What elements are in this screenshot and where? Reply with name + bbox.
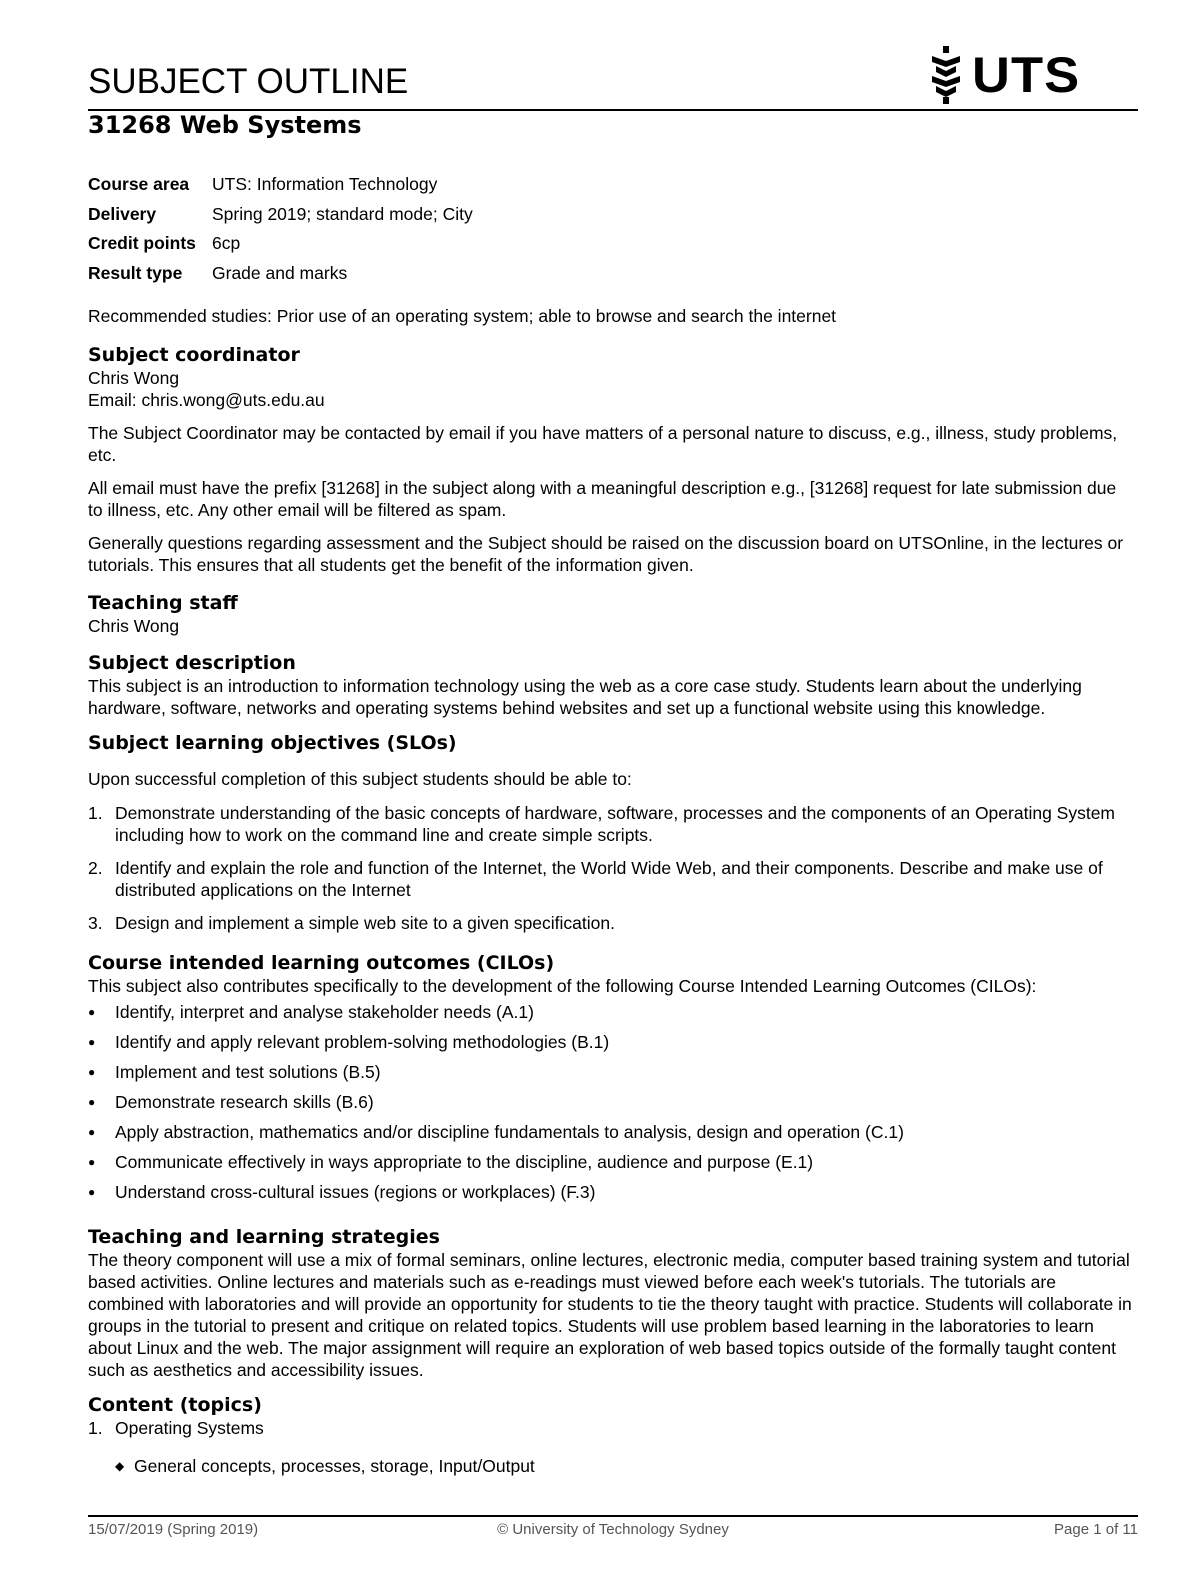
list-text: Identify and explain the role and function of the Internet, the World Wide Web, and their components. Describe and make use of distributed applications on the Internet <box>115 858 1103 900</box>
list-text: Design and implement a simple web site to a given specification. <box>115 913 615 933</box>
list-text: Understand cross-cultural issues (regions or workplaces) (F.3) <box>115 1182 596 1202</box>
strategies-text: The theory component will use a mix of formal seminars, online lectures, electronic media, computer based training system and tutorial based activities. Online lectures and materials such as e-readings must viewed before each week's tutorials. The tutorials are combined with laboratories and will provide an opportunity for students to tie the theory taught with practice. Students will collaborate in groups in the tutorial to present and critique on related topics. Students will use problem based learning in the laboratories to learn about Linux and the web. The major assignment will require an exploration of web based topics outside of the formally taught content such as aesthetics and accessibility issues. <box>88 1250 1132 1380</box>
list-number: 2. <box>88 858 103 878</box>
document-body <box>88 305 1133 1477</box>
meta-value: 6cp <box>212 233 241 254</box>
uts-logo-text: UTS <box>972 47 1081 103</box>
meta-row-result-type <box>88 259 473 289</box>
teaching-staff-name: Chris Wong <box>88 616 180 636</box>
section-heading-slos: Subject learning objectives (SLOs) <box>88 732 457 754</box>
footer-date: 15/07/2019 (Spring 2019) <box>88 1521 259 1538</box>
section-heading-content: Content (topics) <box>88 1394 262 1416</box>
list-text: Identify, interpret and analyse stakeholder needs (A.1) <box>115 1002 534 1022</box>
meta-row-delivery <box>88 200 473 230</box>
list-text: Demonstrate understanding of the basic concepts of hardware, software, processes and the components of an Operating System including how to work on the command line and create simple scripts. <box>115 803 1116 845</box>
slo-list <box>88 802 1133 934</box>
cilo-list <box>88 997 1133 1207</box>
bullet-icon: ● <box>88 1125 96 1139</box>
section-heading-coordinator: Subject coordinator <box>88 344 300 366</box>
paragraph: The Subject Coordinator may be contacted by email if you have matters of a personal nature to discuss, e.g., illness, study problems, etc. <box>88 423 1118 465</box>
list-item <box>88 1087 1133 1117</box>
list-text: Demonstrate research skills (B.6) <box>115 1092 374 1112</box>
list-item <box>88 802 1133 846</box>
list-item <box>88 997 1133 1027</box>
list-item <box>88 1057 1133 1087</box>
paragraph: All email must have the prefix [31268] in the subject along with a meaningful description e.g., [31268] request for late submission due to illness, etc. Any other email will be filtered as spam. <box>88 478 1117 520</box>
list-item <box>88 1027 1133 1057</box>
subtopic-item <box>115 1455 1133 1477</box>
coordinator-email: Email: chris.wong@uts.edu.au <box>88 390 325 410</box>
footer-copyright: © University of Technology Sydney <box>497 1521 729 1538</box>
bullet-icon: ● <box>88 1065 96 1079</box>
document-title: SUBJECT OUTLINE <box>88 62 409 101</box>
meta-label: Credit points <box>88 233 196 254</box>
cilos-intro: This subject also contributes specifically to the development of the following Course Intended Learning Outcomes (CILOs): <box>88 976 1037 996</box>
diamond-bullet-icon: ◆ <box>115 1459 125 1473</box>
meta-row-course-area <box>88 170 473 200</box>
list-text: Apply abstraction, mathematics and/or discipline fundamentals to analysis, design and operation (C.1) <box>115 1122 904 1142</box>
meta-label: Delivery <box>88 203 157 224</box>
list-text: Implement and test solutions (B.5) <box>115 1062 381 1082</box>
bullet-icon: ● <box>88 1005 96 1019</box>
list-item <box>88 857 1133 901</box>
meta-value: Spring 2019; standard mode; City <box>212 203 473 224</box>
bullet-icon: ● <box>88 1155 96 1169</box>
bullet-icon: ● <box>88 1035 96 1049</box>
meta-value: UTS: Information Technology <box>212 174 438 195</box>
topic-item <box>88 1417 1133 1439</box>
subtopic-text: General concepts, processes, storage, Input/Output <box>134 1456 535 1476</box>
list-item <box>88 1147 1133 1177</box>
list-item <box>88 912 1133 934</box>
section-heading-description: Subject description <box>88 652 296 674</box>
subject-title: 31268 Web Systems <box>88 111 362 139</box>
list-number: 1. <box>88 803 103 823</box>
uts-logo <box>928 46 1081 104</box>
topic-text: Operating Systems <box>115 1418 264 1438</box>
subject-meta-table <box>88 170 473 288</box>
uts-crest-icon <box>928 46 964 104</box>
recommended-studies: Recommended studies: Prior use of an operating system; able to browse and search the internet <box>88 306 837 326</box>
bullet-icon: ● <box>88 1185 96 1199</box>
list-item <box>88 1177 1133 1207</box>
footer-divider <box>88 1515 1138 1517</box>
meta-value: Grade and marks <box>212 262 348 283</box>
section-heading-cilos: Course intended learning outcomes (CILOs) <box>88 952 555 974</box>
meta-row-credit-points <box>88 229 473 259</box>
section-heading-teaching-staff: Teaching staff <box>88 592 238 614</box>
list-number: 3. <box>88 913 103 933</box>
meta-label: Result type <box>88 262 183 283</box>
section-heading-strategies: Teaching and learning strategies <box>88 1226 440 1248</box>
coordinator-name: Chris Wong <box>88 368 180 388</box>
list-text: Identify and apply relevant problem-solving methodologies (B.1) <box>115 1032 610 1052</box>
list-item <box>88 1117 1133 1147</box>
bullet-icon: ● <box>88 1095 96 1109</box>
subject-description-text: This subject is an introduction to information technology using the web as a core case study. Students learn about the underlying hardware, software, networks and operating systems behind websites and set up a functional website using this knowledge. <box>88 676 1082 718</box>
footer-page-number: Page 1 of 11 <box>1054 1521 1138 1538</box>
slos-intro: Upon successful completion of this subject students should be able to: <box>88 769 632 789</box>
list-number: 1. <box>88 1418 103 1438</box>
meta-label: Course area <box>88 174 190 195</box>
list-text: Communicate effectively in ways appropriate to the discipline, audience and purpose (E.1) <box>115 1152 814 1172</box>
paragraph: Generally questions regarding assessment and the Subject should be raised on the discussion board on UTSOnline, in the lectures or tutorials. This ensures that all students get the benefit of the information given. <box>88 533 1124 575</box>
